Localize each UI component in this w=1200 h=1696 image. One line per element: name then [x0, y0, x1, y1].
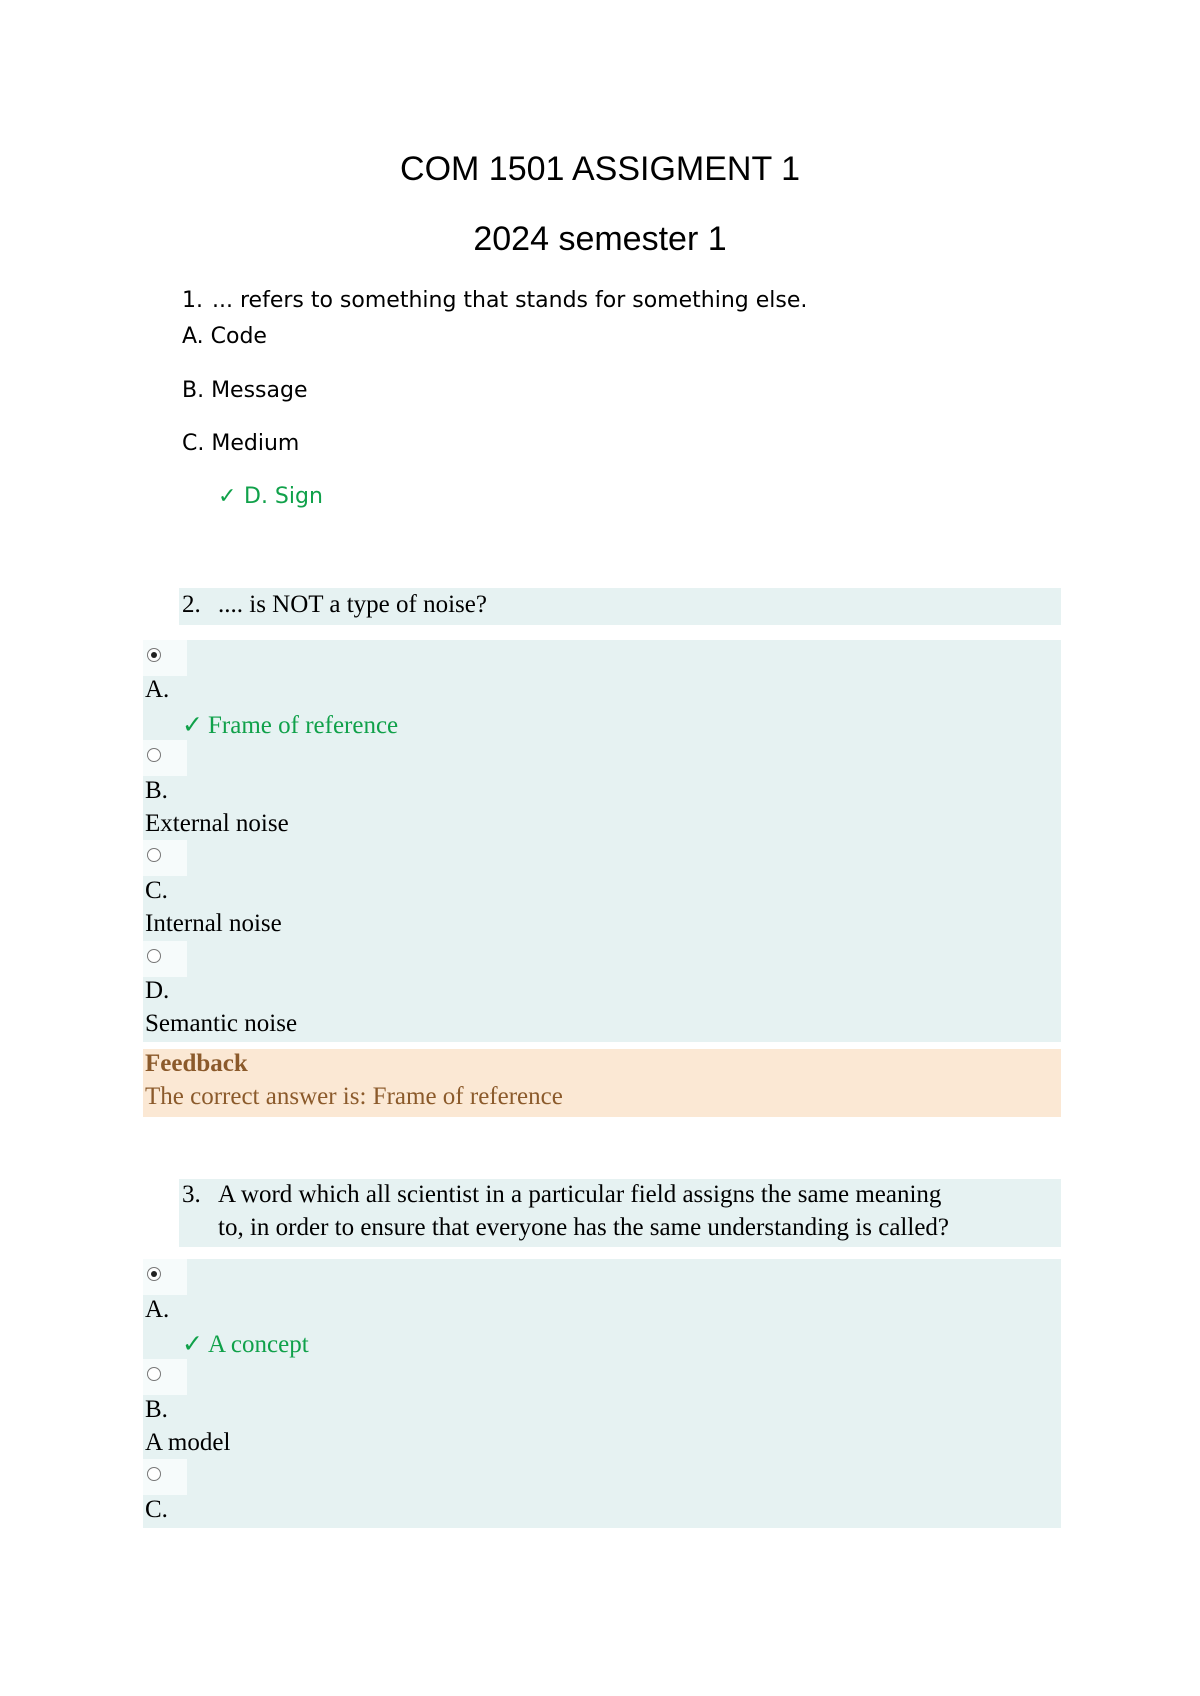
q3-question-text-line1: A word which all scientist in a particular field assigns the same meaning [218, 1181, 942, 1208]
q3-option-a-radio[interactable] [147, 1267, 161, 1281]
q3-option-b-text: A model [145, 1429, 231, 1456]
checkmark-icon: ✓ [218, 484, 237, 509]
q3-option-a-letter: A. [145, 1296, 170, 1323]
q1-option-b: B. Message [182, 378, 308, 403]
q1-option-d-correct [218, 484, 323, 509]
q3-number: 3. [182, 1181, 201, 1208]
document-subtitle: 2024 semester 1 [473, 220, 727, 258]
q2-option-b-radio-cell[interactable] [143, 740, 187, 776]
checkmark-icon: ✓ [182, 1331, 203, 1358]
q2-number: 2. [182, 591, 201, 618]
q1-option-d-label: D. Sign [244, 484, 323, 509]
q2-option-a-correct [182, 710, 398, 740]
q2-option-c-radio[interactable] [147, 848, 161, 862]
q2-option-d-radio-cell[interactable] [143, 941, 187, 977]
q1-number: 1. [182, 288, 203, 313]
q3-option-c-radio[interactable] [147, 1467, 161, 1481]
q3-option-c-letter: C. [145, 1496, 168, 1523]
q2-option-c-text: Internal noise [145, 910, 282, 937]
q3-option-b-letter: B. [145, 1396, 168, 1423]
q3-answers-panel [143, 1259, 1061, 1528]
q2-option-a-radio-cell[interactable] [143, 640, 187, 676]
q2-option-a-text: Frame of reference [208, 712, 399, 739]
q3-option-a-correct [182, 1329, 309, 1359]
q2-feedback-title: Feedback [145, 1050, 248, 1077]
q2-option-b-letter: B. [145, 777, 168, 804]
q3-option-a-radio-cell[interactable] [143, 1259, 187, 1295]
q2-option-d-text: Semantic noise [145, 1010, 298, 1037]
checkmark-icon: ✓ [182, 712, 203, 739]
q2-answers-panel [143, 640, 1061, 1042]
q3-question-text-line2: to, in order to ensure that everyone has the same understanding is called? [218, 1214, 950, 1241]
radio-selected-dot [151, 1271, 157, 1277]
q3-option-c-radio-cell[interactable] [143, 1459, 187, 1495]
q2-option-b-radio[interactable] [147, 748, 161, 762]
q2-question-text: .... is NOT a type of noise? [218, 591, 487, 618]
document-title: COM 1501 ASSIGMENT 1 [400, 150, 800, 188]
q2-option-d-letter: D. [145, 977, 170, 1004]
q2-option-a-radio[interactable] [147, 648, 161, 662]
q2-feedback-text: The correct answer is: Frame of reference [145, 1083, 563, 1110]
q2-option-d-radio[interactable] [147, 949, 161, 963]
q2-option-c-radio-cell[interactable] [143, 840, 187, 876]
q3-option-a-text: A concept [208, 1331, 309, 1358]
radio-selected-dot [151, 652, 157, 658]
q1-option-a: A. Code [182, 324, 267, 349]
q1-option-c: C. Medium [182, 431, 300, 456]
q2-option-b-text: External noise [145, 810, 289, 837]
q2-option-a-letter: A. [145, 676, 170, 703]
q2-option-c-letter: C. [145, 877, 168, 904]
q3-option-b-radio[interactable] [147, 1367, 161, 1381]
q1-question-text: ... refers to something that stands for something else. [212, 288, 808, 313]
q3-option-b-radio-cell[interactable] [143, 1359, 187, 1395]
